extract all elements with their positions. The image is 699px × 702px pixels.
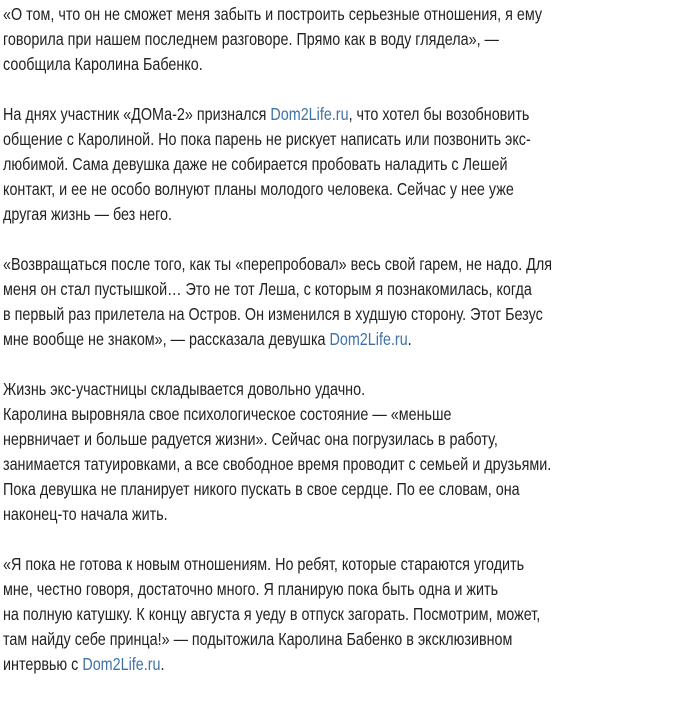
- dom2life-link[interactable]: Dom2Life.ru: [82, 654, 161, 674]
- text-line: [3, 102, 574, 127]
- text-line: [3, 552, 574, 577]
- text-segment: общение с Каролиной. Но пока парень не рискует написать или позвонить экс-: [3, 129, 531, 149]
- text-line: [3, 27, 574, 52]
- dom2life-link[interactable]: Dom2Life.ru: [270, 104, 349, 124]
- text-line: [3, 452, 574, 477]
- text-line: [3, 477, 574, 502]
- text-segment: любимой. Сама девушка даже не собирается пробовать наладить с Лешей: [3, 154, 508, 174]
- text-segment: меня он стал пустышкой… Это не тот Леша, с которым я познакомилась, когда: [3, 279, 532, 299]
- text-segment: мне, честно говоря, достаточно много. Я планирую пока быть одна и жить: [3, 579, 499, 599]
- text-segment: другая жизнь — без него.: [3, 204, 173, 224]
- text-line: [3, 302, 574, 327]
- text-segment: мне вообще не знаком», — рассказала девушка: [3, 329, 330, 349]
- text-line: [3, 402, 574, 427]
- text-line: [3, 277, 574, 302]
- text-line: [3, 2, 574, 27]
- text-segment: говорила при нашем последнем разговоре. Прямо как в воду глядела», —: [3, 29, 499, 49]
- text-segment: .: [160, 654, 165, 674]
- text-segment: на полную катушку. К концу августа я уеду в отпуск загорать. Посмотрим, может,: [3, 604, 541, 624]
- text-line: [3, 252, 574, 277]
- text-line: [3, 652, 574, 677]
- text-segment: занимается татуировками, а все свободное время проводит с семьей и друзьями.: [3, 454, 552, 474]
- text-segment: нервничает и больше радуется жизни». Сейчас она погрузилась в работу,: [3, 429, 498, 449]
- article-paragraph: [3, 2, 699, 77]
- article-paragraph: [3, 102, 699, 227]
- text-segment: там найду себе принца!» — подытожила Каролина Бабенко в эксклюзивном: [3, 629, 513, 649]
- text-line: [3, 602, 574, 627]
- text-segment: «Я пока не готова к новым отношениям. Но ребят, которые стараются угодить: [3, 554, 525, 574]
- text-segment: «О том, что он не сможет меня забыть и построить серьезные отношения, я ему: [3, 4, 543, 24]
- text-line: [3, 327, 574, 352]
- text-segment: интервью с: [3, 654, 83, 674]
- article-paragraph: [3, 252, 699, 352]
- text-segment: в первый раз прилетела на Остров. Он изменился в худшую сторону. Этот Безус: [3, 304, 543, 324]
- text-line: [3, 627, 574, 652]
- text-segment: контакт, и ее не особо волнуют планы молодого человека. Сейчас у нее уже: [3, 179, 514, 199]
- text-segment: «Возвращаться после того, как ты «перепробовал» весь свой гарем, не надо. Для: [3, 254, 553, 274]
- text-line: [3, 152, 574, 177]
- text-line: [3, 377, 574, 402]
- text-segment: Жизнь экс-участницы складывается довольно удачно.: [3, 379, 366, 399]
- text-line: [3, 177, 574, 202]
- text-segment: На днях участник «ДОМа-2» признался: [3, 104, 271, 124]
- text-segment: Каролина выровняла свое психологическое состояние — «меньше: [3, 404, 452, 424]
- text-segment: наконец-то начала жить.: [3, 504, 168, 524]
- article-body: [3, 2, 699, 702]
- text-segment: Пока девушка не планирует никого пускать в свое сердце. По ее словам, она: [3, 479, 520, 499]
- text-line: [3, 127, 574, 152]
- dom2life-link[interactable]: Dom2Life.ru: [329, 329, 408, 349]
- text-segment: сообщила Каролина Бабенко.: [3, 54, 203, 74]
- text-segment: , что хотел бы возобновить: [348, 104, 530, 124]
- article-paragraph: [3, 552, 699, 677]
- text-line: [3, 202, 574, 227]
- text-line: [3, 52, 574, 77]
- text-line: [3, 502, 574, 527]
- text-line: [3, 427, 574, 452]
- article-paragraph: [3, 377, 699, 527]
- text-segment: .: [407, 329, 412, 349]
- text-line: [3, 577, 574, 602]
